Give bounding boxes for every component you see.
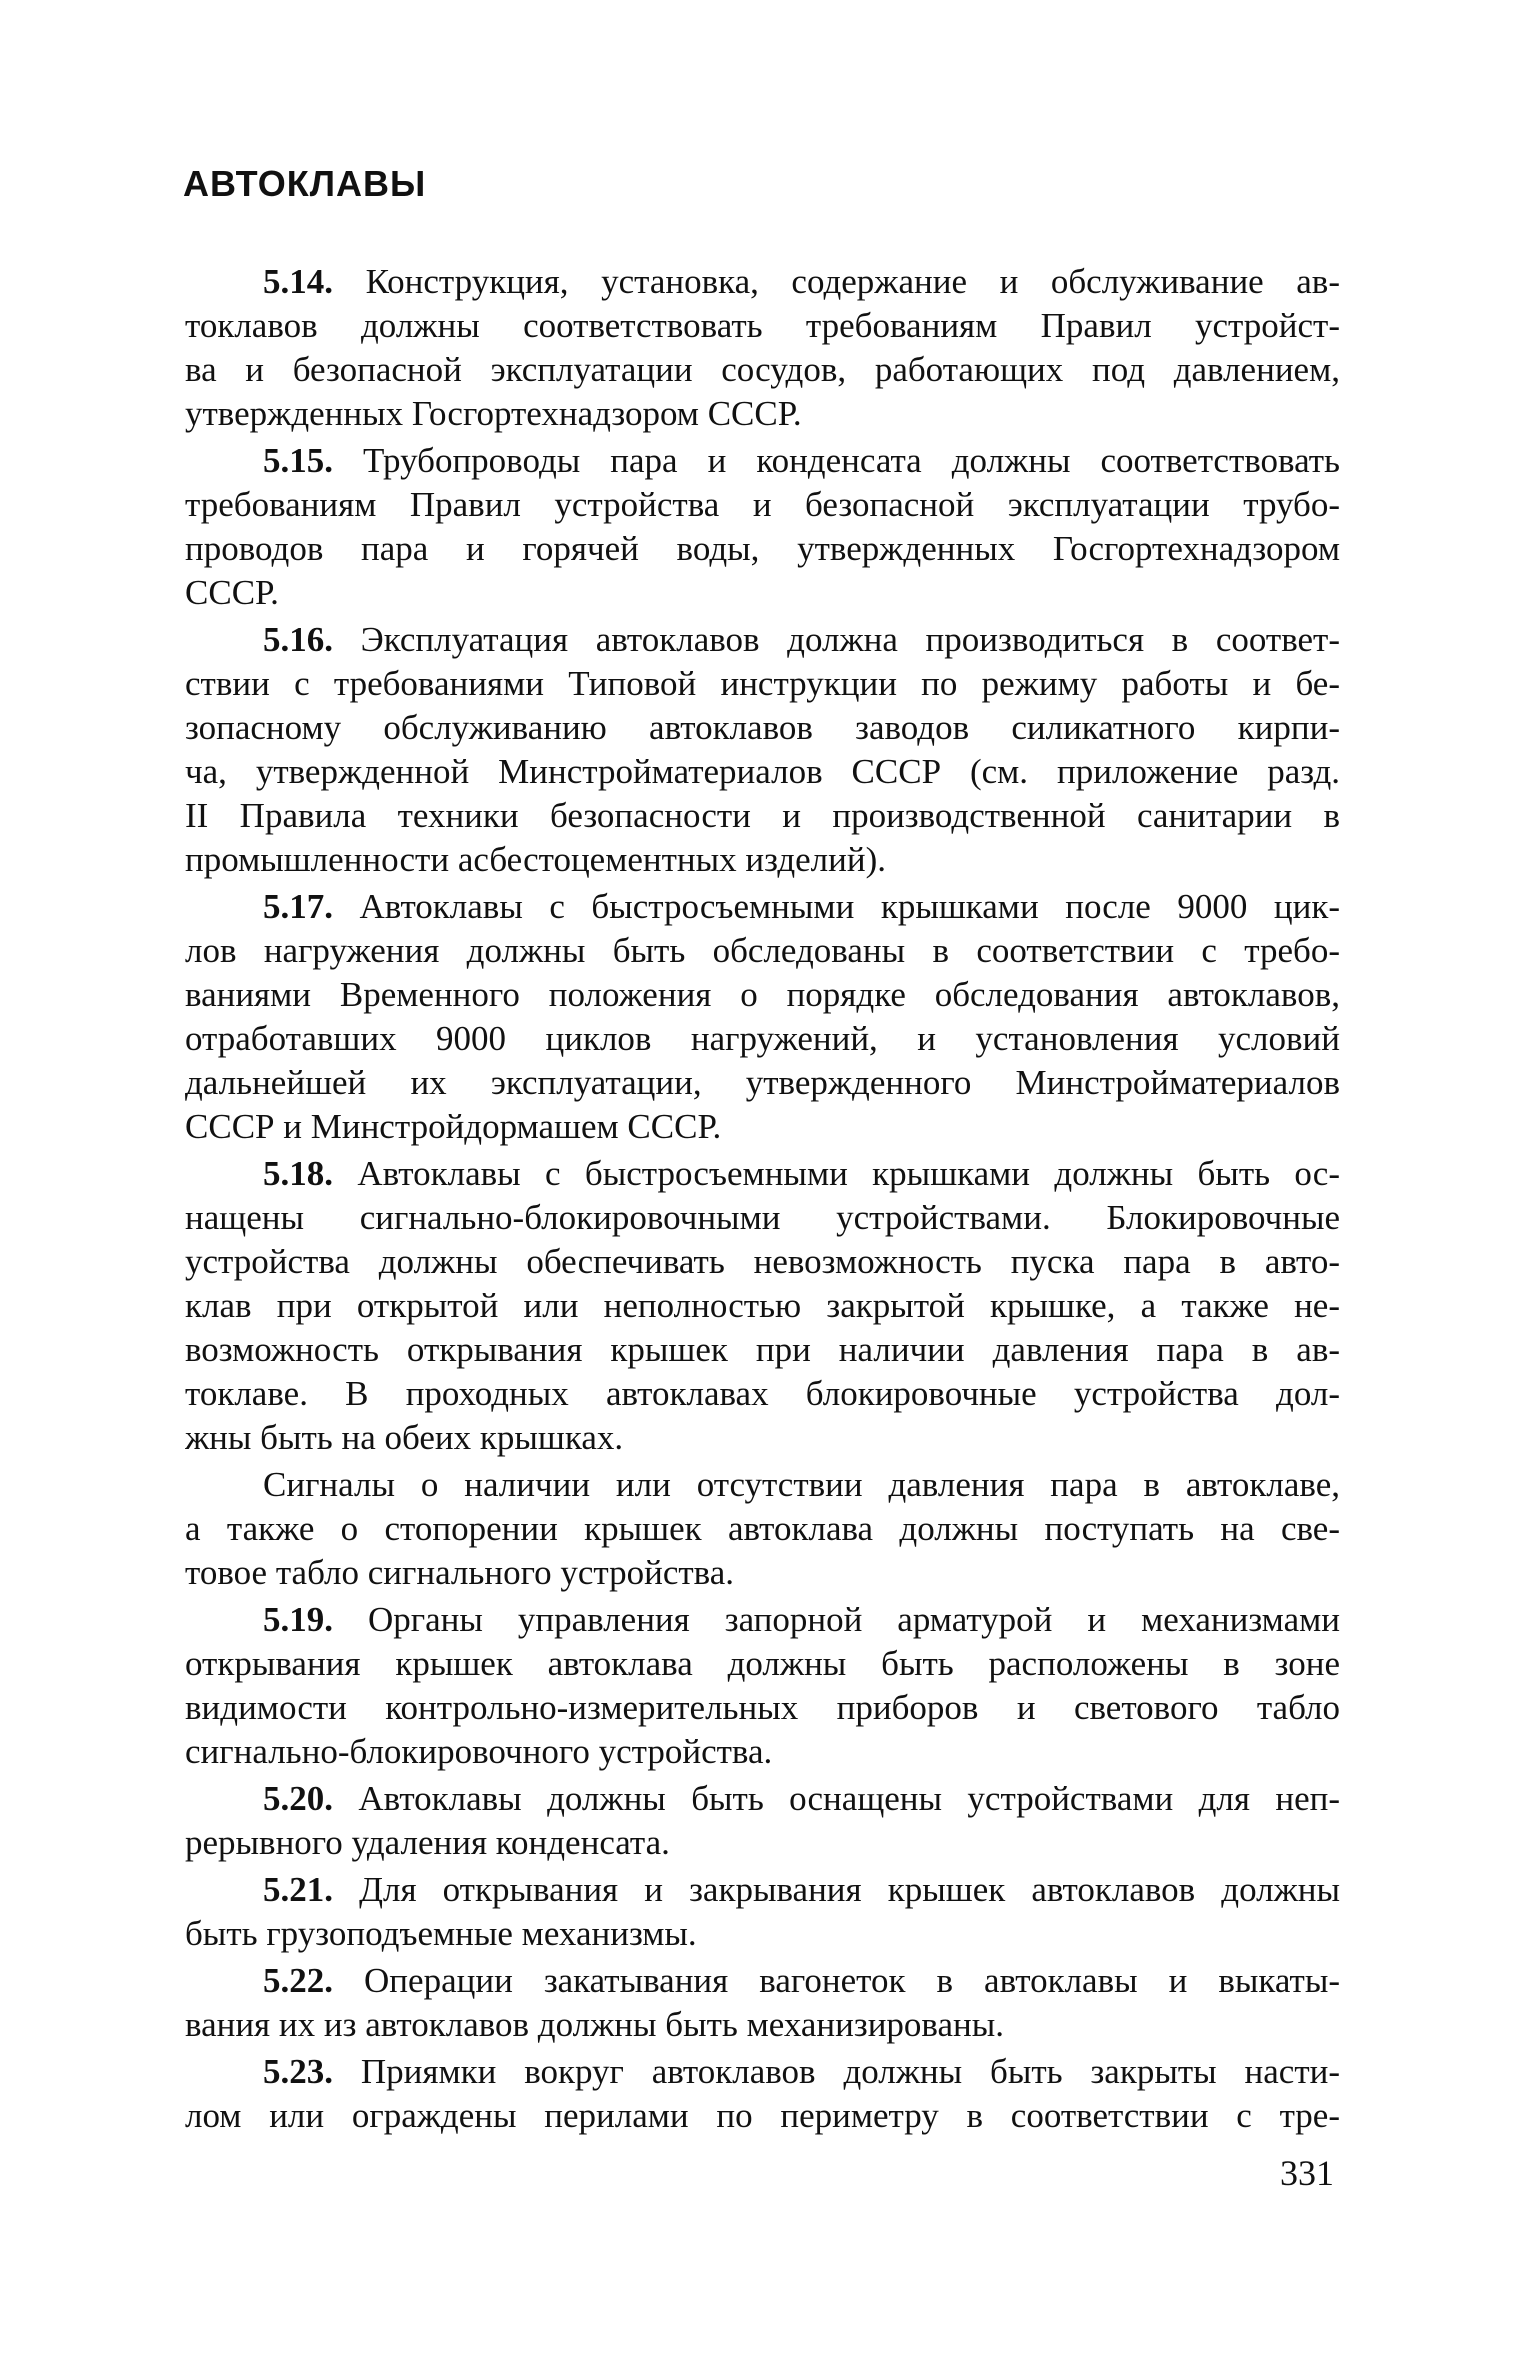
text-line — [185, 571, 1340, 615]
text-line — [185, 1598, 1340, 1642]
text-line — [185, 1912, 1340, 1956]
paragraph-5.14 — [185, 260, 1340, 436]
text-line — [185, 794, 1340, 838]
line-text: Операции закатывания вагонеток в автоклавы и выкаты- — [364, 1961, 1340, 2000]
text-line — [185, 483, 1340, 527]
text-line — [185, 2050, 1340, 2094]
text-line — [185, 973, 1340, 1017]
text-line — [185, 392, 1340, 436]
line-text: товое табло сигнального устройства. — [185, 1553, 734, 1592]
clause-number: 5.19. — [263, 1600, 333, 1639]
text-line — [185, 1507, 1340, 1551]
clause-number: 5.22. — [263, 1961, 333, 2000]
paragraph — [185, 1463, 1340, 1595]
line-text: Автоклавы с быстросъемными крышками должны быть ос- — [357, 1154, 1340, 1193]
line-text: требованиям Правил устройства и безопасной эксплуатации трубо- — [185, 485, 1340, 524]
line-text: Автоклавы должны быть оснащены устройствами для неп- — [358, 1779, 1340, 1818]
text-line — [185, 1959, 1340, 2003]
line-text: Для открывания и закрывания крышек автоклавов должны — [359, 1870, 1340, 1909]
paragraph-5.17 — [185, 885, 1340, 1149]
paragraph-5.22 — [185, 1959, 1340, 2047]
text-line — [185, 2094, 1340, 2138]
line-text: Эксплуатация автоклавов должна производиться в соответ- — [360, 620, 1340, 659]
line-text: ча, утвержденной Минстройматериалов СССР (см. приложение разд. — [185, 752, 1340, 791]
line-text: быть грузоподъемные механизмы. — [185, 1914, 697, 1953]
line-text: отработавших 9000 циклов нагружений, и установления условий — [185, 1019, 1340, 1058]
line-text: СССР и Минстройдормашем СССР. — [185, 1107, 722, 1146]
paragraph-5.16 — [185, 618, 1340, 882]
text-line — [185, 706, 1340, 750]
paragraph-5.23 — [185, 2050, 1340, 2138]
line-text: открывания крышек автоклава должны быть расположены в зоне — [185, 1644, 1340, 1683]
line-text: а также о стопорении крышек автоклава должны поступать на све- — [185, 1509, 1340, 1548]
line-text: Приямки вокруг автоклавов должны быть закрыты насти- — [360, 2052, 1340, 2091]
text-line — [185, 1061, 1340, 1105]
text-line — [185, 527, 1340, 571]
text-line — [185, 1328, 1340, 1372]
paragraph-5.20 — [185, 1777, 1340, 1865]
text-line — [185, 1284, 1340, 1328]
line-text: вания их из автоклавов должны быть механизированы. — [185, 2005, 1005, 2044]
clause-number: 5.20. — [263, 1779, 333, 1818]
text-line — [185, 1551, 1340, 1595]
line-text: устройства должны обеспечивать невозможность пуска пара в авто- — [185, 1242, 1340, 1281]
text-line — [185, 1730, 1340, 1774]
line-text: ваниями Временного положения о порядке обследования автоклавов, — [185, 975, 1340, 1014]
text-line — [185, 662, 1340, 706]
line-text: клав при открытой или неполностью закрытой крышке, а также не- — [185, 1286, 1340, 1325]
text-line — [185, 1416, 1340, 1460]
text-line — [185, 1152, 1340, 1196]
text-line — [185, 1105, 1340, 1149]
line-text: лом или ограждены перилами по периметру в соответствии с тре- — [185, 2096, 1340, 2135]
document-body — [185, 260, 1340, 2141]
text-line — [185, 348, 1340, 392]
text-line — [185, 1240, 1340, 1284]
clause-number: 5.18. — [263, 1154, 333, 1193]
line-text: ствии с требованиями Типовой инструкции по режиму работы и бе- — [185, 664, 1340, 703]
text-line — [185, 1642, 1340, 1686]
line-text: токлаве. В проходных автоклавах блокировочные устройства дол- — [185, 1374, 1340, 1413]
text-line — [185, 1821, 1340, 1865]
text-line — [185, 1686, 1340, 1730]
section-title: АВТОКЛАВЫ — [183, 163, 427, 204]
line-text: II Правила техники безопасности и производственной санитарии в — [185, 796, 1340, 835]
text-line — [185, 2003, 1340, 2047]
line-text: токлавов должны соответствовать требованиям Правил устройст- — [185, 306, 1340, 345]
text-line — [185, 1017, 1340, 1061]
text-line — [185, 439, 1340, 483]
line-text: Органы управления запорной арматурой и механизмами — [367, 1600, 1340, 1639]
line-text: видимости контрольно-измерительных приборов и светового табло — [185, 1688, 1340, 1727]
clause-number: 5.21. — [263, 1870, 333, 1909]
line-text: Автоклавы с быстросъемными крышками после 9000 цик- — [359, 887, 1340, 926]
line-text: Трубопроводы пара и конденсата должны соответствовать — [363, 441, 1340, 480]
clause-number: 5.17. — [263, 887, 333, 926]
page-number: 331 — [1280, 2153, 1334, 2193]
text-line — [185, 838, 1340, 882]
clause-number: 5.16. — [263, 620, 333, 659]
text-line — [185, 1372, 1340, 1416]
text-line — [185, 750, 1340, 794]
text-line — [185, 929, 1340, 973]
paragraph-5.18 — [185, 1152, 1340, 1460]
line-text: ва и безопасной эксплуатации сосудов, работающих под давлением, — [185, 350, 1340, 389]
line-text: проводов пара и горячей воды, утвержденных Госгортехнадзором — [185, 529, 1340, 568]
line-text: лов нагружения должны быть обследованы в соответствии с требо- — [185, 931, 1340, 970]
text-line — [185, 304, 1340, 348]
line-text: нащены сигнально-блокировочными устройствами. Блокировочные — [185, 1198, 1340, 1237]
line-text: утвержденных Госгортехнадзором СССР. — [185, 394, 802, 433]
clause-number: 5.14. — [263, 262, 333, 301]
line-text: зопасному обслуживанию автоклавов заводов силикатного кирпи- — [185, 708, 1340, 747]
text-line — [185, 1868, 1340, 1912]
line-text: возможность открывания крышек при наличии давления пара в ав- — [185, 1330, 1340, 1369]
text-line — [185, 1777, 1340, 1821]
line-text: Сигналы о наличии или отсутствии давления пара в автоклаве, — [263, 1465, 1340, 1504]
line-text: сигнально-блокировочного устройства. — [185, 1732, 773, 1771]
text-line — [185, 885, 1340, 929]
text-line — [185, 1196, 1340, 1240]
clause-number: 5.23. — [263, 2052, 333, 2091]
clause-number: 5.15. — [263, 441, 333, 480]
line-text: рерывного удаления конденсата. — [185, 1823, 670, 1862]
text-line — [185, 260, 1340, 304]
paragraph-5.19 — [185, 1598, 1340, 1774]
line-text: промышленности асбестоцементных изделий). — [185, 840, 887, 879]
text-line — [185, 1463, 1340, 1507]
text-line — [185, 618, 1340, 662]
line-text: дальнейшей их эксплуатации, утвержденного Минстройматериалов — [185, 1063, 1340, 1102]
paragraph-5.15 — [185, 439, 1340, 615]
line-text: жны быть на обеих крышках. — [185, 1418, 624, 1457]
line-text: СССР. — [185, 573, 279, 612]
line-text: Конструкция, установка, содержание и обслуживание ав- — [365, 262, 1340, 301]
paragraph-5.21 — [185, 1868, 1340, 1956]
